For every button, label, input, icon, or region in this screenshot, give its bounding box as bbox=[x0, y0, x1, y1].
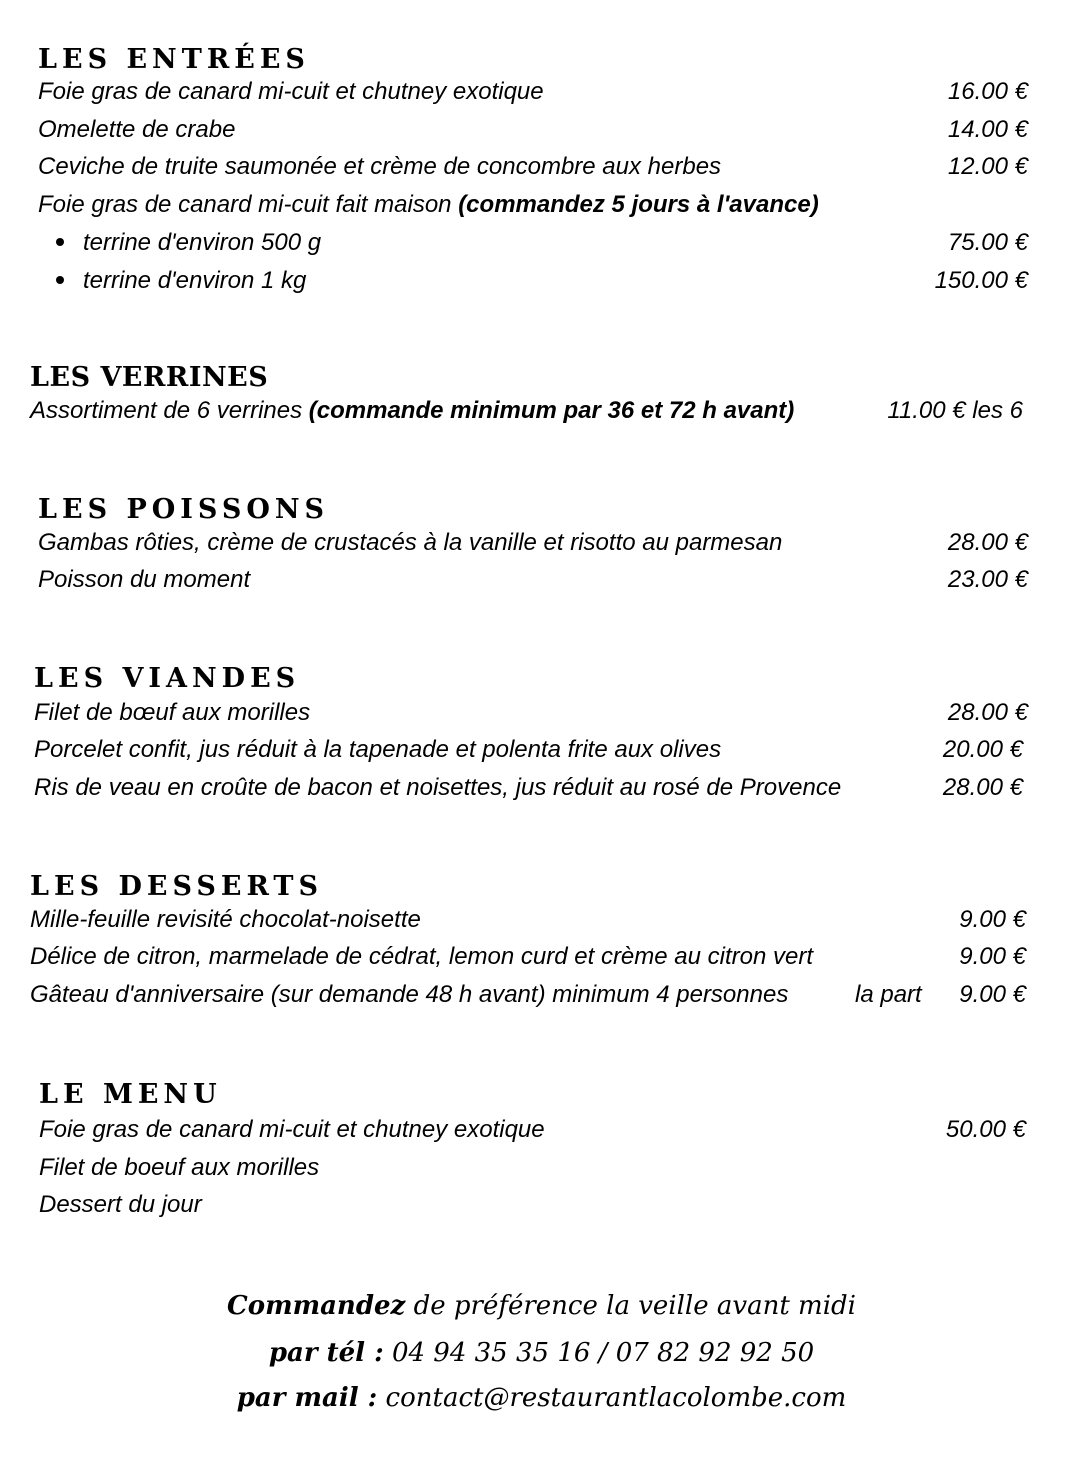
homemade-foie-gras bbox=[38, 190, 819, 220]
order-mail bbox=[0, 1380, 1083, 1416]
order-notice bbox=[0, 1288, 1083, 1324]
dessert-item-price: 9.00 € bbox=[959, 906, 1026, 933]
order-mail-value[interactable]: contact@restaurantlacolombe.com bbox=[385, 1383, 847, 1413]
entree-item-name: Omelette de crabe bbox=[38, 116, 236, 143]
poisson-item-name: Poisson du moment bbox=[38, 566, 251, 593]
viande-item-price: 20.00 € bbox=[942, 736, 1023, 763]
section-title-viandes: LES VIANDES bbox=[34, 663, 301, 694]
section-title-desserts: LES DESSERTS bbox=[30, 871, 323, 902]
verrines-item-note: (commande minimum par 36 et 72 h avant) bbox=[308, 397, 795, 424]
poisson-item-price: 23.00 € bbox=[947, 566, 1028, 593]
order-phone-label: par tél : bbox=[268, 1338, 384, 1368]
menu-course: Dessert du jour bbox=[39, 1191, 202, 1218]
order-phone bbox=[0, 1335, 1083, 1371]
menu-course: Filet de boeuf aux morilles bbox=[39, 1154, 320, 1181]
terrine-item-price: 75.00 € bbox=[947, 229, 1028, 256]
viande-item-price: 28.00 € bbox=[942, 774, 1023, 801]
menu-course: Foie gras de canard mi-cuit et chutney exotique bbox=[39, 1116, 545, 1143]
dessert-item-price: 9.00 € bbox=[959, 981, 1026, 1008]
verrines-item-name: Assortiment de 6 verrines bbox=[30, 397, 303, 424]
homemade-foie-gras-name: Foie gras de canard mi-cuit fait maison bbox=[38, 191, 452, 218]
dessert-item-name: Mille-feuille revisité chocolat-noisette bbox=[30, 906, 421, 933]
entree-item-price: 14.00 € bbox=[947, 116, 1028, 143]
order-mail-label: par mail : bbox=[236, 1383, 378, 1413]
dessert-item-unit: la part bbox=[855, 981, 922, 1008]
section-title-poissons: LES POISSONS bbox=[38, 494, 330, 525]
bullet-icon bbox=[56, 276, 64, 284]
viande-item-name: Filet de bœuf aux morilles bbox=[34, 699, 311, 726]
section-title-menu: LE MENU bbox=[39, 1079, 222, 1110]
viande-item-price: 28.00 € bbox=[947, 699, 1028, 726]
terrine-item-name: terrine d'environ 500 g bbox=[83, 229, 322, 256]
dessert-item-name: Gâteau d'anniversaire (sur demande 48 h avant) minimum 4 personnes bbox=[30, 981, 789, 1008]
verrines-item bbox=[30, 396, 794, 426]
order-notice-text: de préférence la veille avant midi bbox=[413, 1291, 856, 1321]
poisson-item-name: Gambas rôties, crème de crustacés à la vanille et risotto au parmesan bbox=[38, 529, 783, 556]
poisson-item-price: 28.00 € bbox=[947, 529, 1028, 556]
dessert-item-name: Délice de citron, marmelade de cédrat, lemon curd et crème au citron vert bbox=[30, 943, 814, 970]
entree-item-price: 12.00 € bbox=[947, 153, 1028, 180]
viande-item-name: Porcelet confit, jus réduit à la tapenade et polenta frite aux olives bbox=[34, 736, 722, 763]
homemade-foie-gras-note: (commandez 5 jours à l'avance) bbox=[458, 191, 819, 218]
bullet-icon bbox=[56, 238, 64, 246]
terrine-item-name: terrine d'environ 1 kg bbox=[83, 267, 307, 294]
viande-item-name: Ris de veau en croûte de bacon et noisettes, jus réduit au rosé de Provence bbox=[34, 774, 842, 801]
terrine-item-price: 150.00 € bbox=[934, 267, 1028, 294]
verrines-item-price: 11.00 € les 6 bbox=[887, 397, 1023, 424]
order-notice-bold: Commandez bbox=[227, 1291, 406, 1321]
entree-item-name: Foie gras de canard mi-cuit et chutney exotique bbox=[38, 78, 544, 105]
section-title-entrees: LES ENTRÉES bbox=[38, 44, 310, 75]
entree-item-price: 16.00 € bbox=[947, 78, 1028, 105]
order-phone-value[interactable]: 04 94 35 35 16 / 07 82 92 92 50 bbox=[391, 1338, 815, 1368]
section-title-verrines: LES VERRINES bbox=[30, 362, 269, 393]
menu-price: 50.00 € bbox=[945, 1116, 1026, 1143]
dessert-item-price: 9.00 € bbox=[959, 943, 1026, 970]
entree-item-name: Ceviche de truite saumonée et crème de concombre aux herbes bbox=[38, 153, 722, 180]
